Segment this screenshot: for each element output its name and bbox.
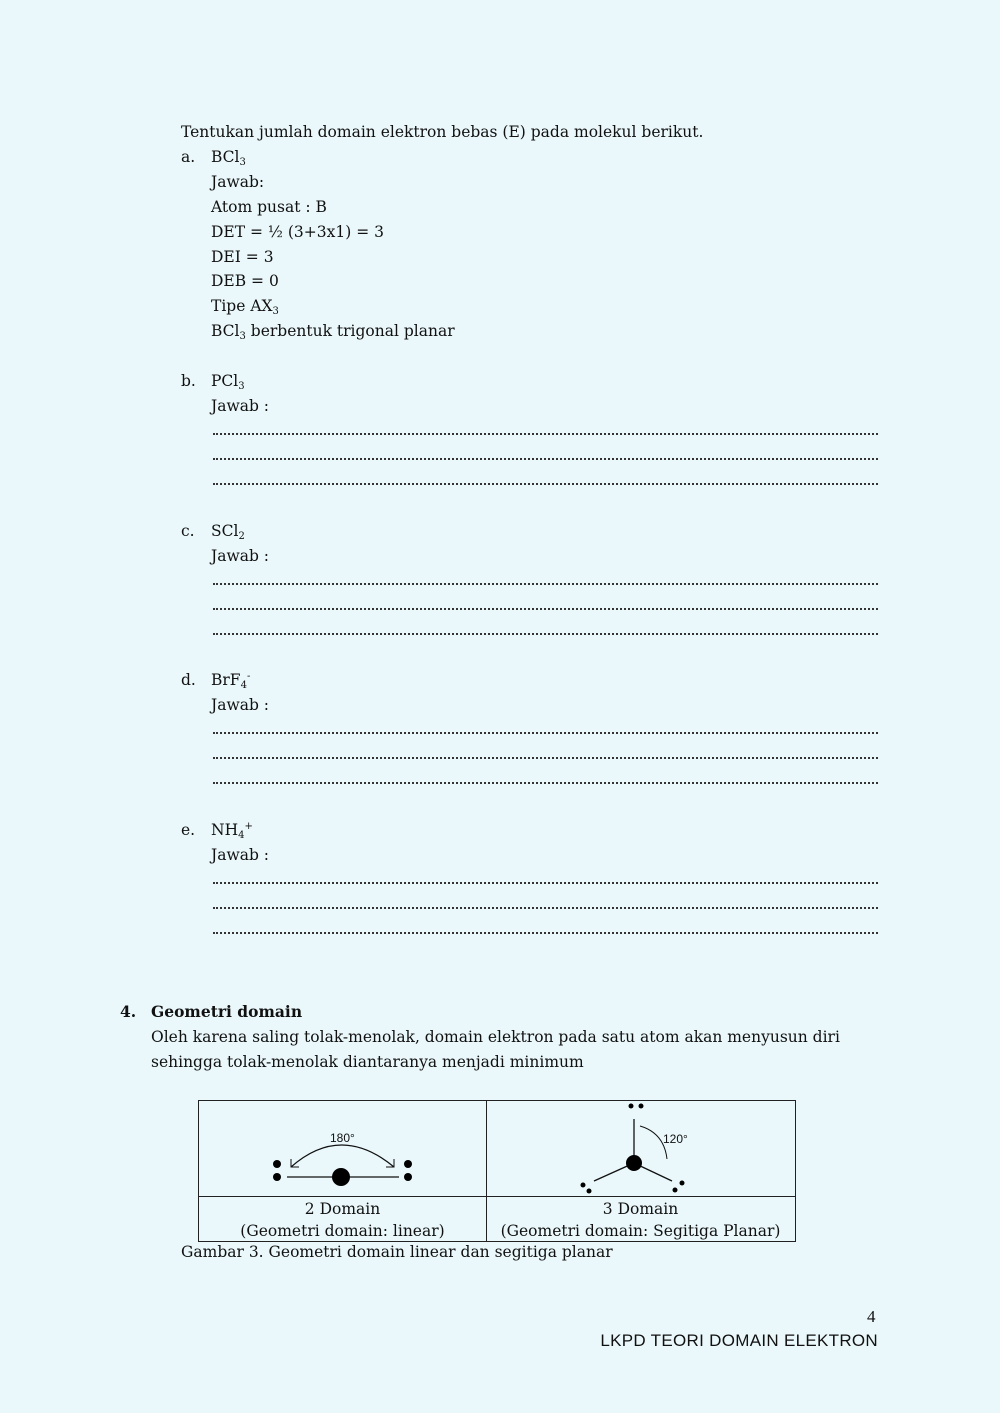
item-a-tipe: Tipe $AX_3$ [211, 297, 279, 317]
item-a-conclusion: BCl$_3$ berbentuk trigonal planar [211, 322, 455, 342]
angle-label-180: 180° [330, 1131, 355, 1145]
right-caption-line: 3 Domain [602, 1200, 679, 1218]
answer-blank-line[interactable] [213, 757, 878, 759]
answer-blank-line[interactable] [213, 433, 878, 435]
angle-arc [291, 1145, 394, 1167]
geometry-figure-table [198, 1100, 796, 1242]
central-atom [332, 1168, 350, 1186]
electron-dot [587, 1189, 592, 1194]
figure-caption: Gambar 3. Geometri domain linear dan segitiga planar [181, 1243, 613, 1261]
electron-dot [273, 1173, 281, 1181]
left-caption-line: (Geometri domain: linear) [240, 1222, 445, 1240]
item-e-jawab: Jawab : [211, 846, 270, 864]
item-d-jawab: Jawab : [211, 696, 270, 714]
answer-blank-line[interactable] [213, 483, 878, 485]
item-e-letter: e. [181, 821, 196, 839]
right-caption-line: (Geometri domain: Segitiga Planar) [500, 1222, 781, 1240]
item-a-formula: BCl$_3$ [211, 148, 246, 168]
item-b-jawab: Jawab : [211, 397, 270, 415]
item-a-answer-line: Atom pusat : B [211, 198, 327, 216]
item-d-letter: d. [181, 671, 196, 689]
intro-text: Tentukan jumlah domain elektron bebas (E) pada molekul berikut. [181, 123, 704, 141]
footer-title: LKPD TEORI DOMAIN ELEKTRON [600, 1331, 878, 1350]
electron-dot [629, 1104, 634, 1109]
item-c-formula: SCl$_2$ [211, 522, 245, 542]
item-c-jawab: Jawab : [211, 547, 270, 565]
item-a-answer-line: DEB = 0 [211, 272, 279, 290]
page-number: 4 [867, 1307, 876, 1326]
electron-dot [273, 1160, 281, 1168]
electron-dot [680, 1181, 685, 1186]
trigonal-planar-diagram [486, 1101, 795, 1196]
item-c-letter: c. [181, 522, 195, 540]
section-title: Geometri domain [151, 1002, 303, 1021]
electron-dot [581, 1183, 586, 1188]
item-b-letter: b. [181, 372, 196, 390]
left-caption-line: 2 Domain [304, 1200, 381, 1218]
electron-dot [404, 1160, 412, 1168]
angle-label-120: 120° [663, 1132, 688, 1146]
answer-blank-line[interactable] [213, 932, 878, 934]
linear-geometry-diagram [199, 1101, 486, 1196]
item-d-formula: BrF$_4$- [211, 671, 251, 691]
item-a-answer-line: DET = ½ (3+3x1) = 3 [211, 223, 384, 241]
table-divider [199, 1196, 795, 1197]
answer-blank-line[interactable] [213, 732, 878, 734]
answer-blank-line[interactable] [213, 882, 878, 884]
electron-dot [404, 1173, 412, 1181]
left-caption [199, 1198, 486, 1242]
item-a-letter: a. [181, 148, 196, 166]
section-number: 4. [120, 1002, 137, 1021]
electron-dot [673, 1188, 678, 1193]
right-caption [486, 1198, 795, 1242]
answer-blank-line[interactable] [213, 583, 878, 585]
answer-blank-line[interactable] [213, 458, 878, 460]
item-a-answer-line: DEI = 3 [211, 248, 274, 266]
item-e-formula: $NH_4^+$ [211, 821, 253, 841]
item-b-formula: PCl$_3$ [211, 372, 245, 392]
answer-blank-line[interactable] [213, 608, 878, 610]
answer-blank-line[interactable] [213, 633, 878, 635]
central-atom [626, 1155, 642, 1171]
answer-blank-line[interactable] [213, 907, 878, 909]
electron-dot [639, 1104, 644, 1109]
answer-blank-line[interactable] [213, 782, 878, 784]
item-a-jawab: Jawab: [211, 173, 265, 191]
section-body-line: Oleh karena saling tolak-menolak, domain elektron pada satu atom akan menyusun diri [151, 1028, 840, 1046]
section-body-line: sehingga tolak-menolak diantaranya menjadi minimum [151, 1053, 584, 1071]
